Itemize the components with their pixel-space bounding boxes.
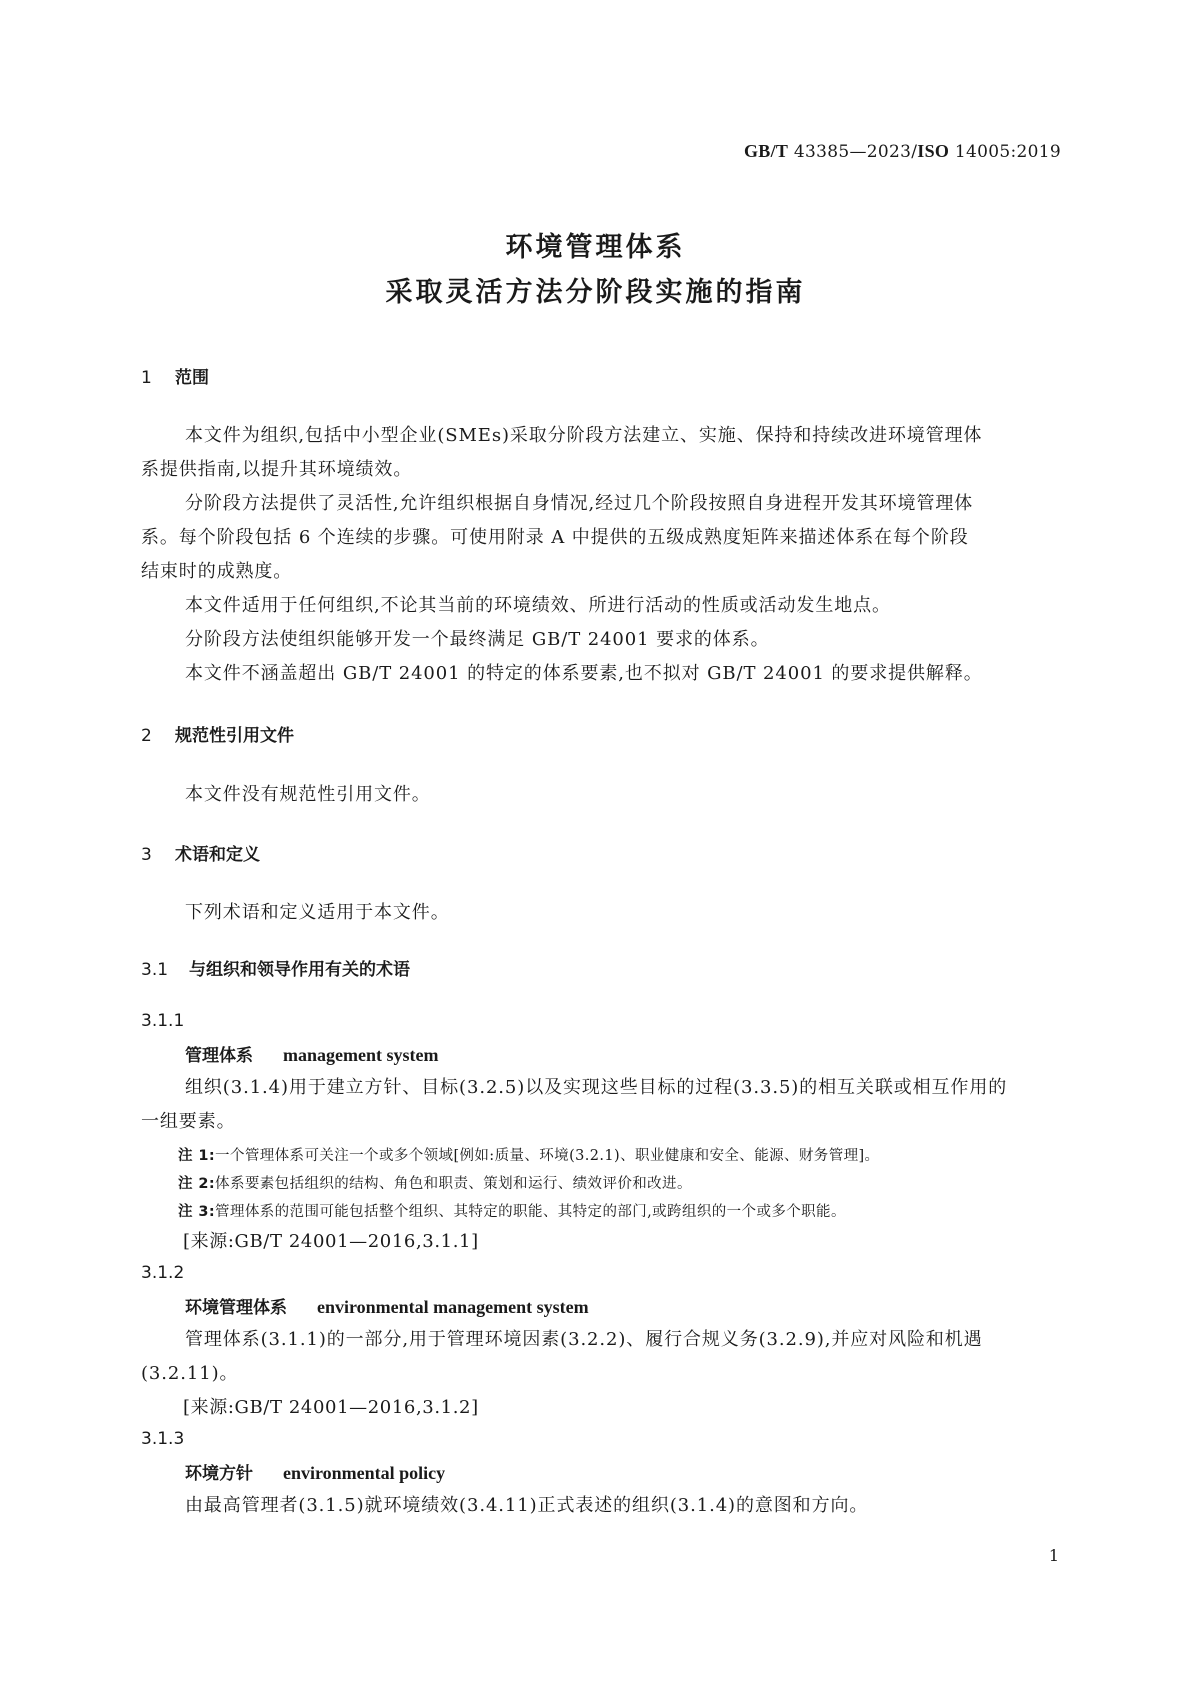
s2-p1: 本文件没有规范性引用文件。 [185,784,431,805]
s1-p3: 本文件适用于任何组织,不论其当前的环境绩效、所进行活动的性质或活动发生地点。 [185,595,891,616]
s1-p2-line2: 系。每个阶段包括 6 个连续的步骤。可使用附录 A 中提供的五级成熟度矩阵来描述体系在每个阶段 [141,527,969,548]
term-3-1-1-note-2 [178,1172,692,1193]
note-1-text: 一个管理体系可关注一个或多个领域[例如:质量、环境(3.2.1)、职业健康和安全、能源、财务管理]。 [215,1148,880,1164]
term-3-1-3-number: 3.1.3 [141,1429,185,1449]
s1-p4: 分阶段方法使组织能够开发一个最终满足 GB/T 24001 要求的体系。 [185,629,770,650]
term-3-1-1-zh: 管理体系 [185,1046,253,1066]
term-3-1-1-number: 3.1.1 [141,1011,185,1031]
term-3-1-1-def-line2: 一组要素。 [141,1111,236,1132]
term-3-1-1 [185,1041,438,1066]
term-3-1-2-number: 3.1.2 [141,1263,185,1283]
header-iso: ISO [917,141,950,161]
s1-p5: 本文件不涵盖超出 GB/T 24001 的特定的体系要素,也不拟对 GB/T 24001 的要求提供解释。 [185,663,983,684]
note-2-label: 注 2: [178,1176,216,1192]
term-3-1-3 [185,1459,445,1484]
term-3-1-2-source: [来源:GB/T 24001—2016,3.1.2] [183,1397,479,1418]
s1-p2-line1: 分阶段方法提供了灵活性,允许组织根据自身情况,经过几个阶段按照自身进程开发其环境管理体 [185,493,974,514]
subsection-3-1-title: 与组织和领导作用有关的术语 [189,960,410,980]
term-3-1-1-note-1 [178,1144,879,1165]
s3-p1: 下列术语和定义适用于本文件。 [185,902,450,923]
term-3-1-1-def-line1: 组织(3.1.4)用于建立方针、目标(3.2.5)以及实现这些目标的过程(3.3.5)的相互关联或相互作用的 [185,1077,1008,1098]
section-1-heading [141,363,209,388]
section-1-number: 1 [141,368,152,388]
page-number: 1 [1048,1546,1059,1565]
note-3-label: 注 3: [178,1204,216,1220]
term-3-1-2-def-line2: (3.2.11)。 [141,1363,239,1384]
term-3-1-3-zh: 环境方针 [185,1464,253,1484]
term-3-1-3-def-line1: 由最高管理者(3.1.5)就环境绩效(3.4.11)正式表述的组织(3.1.4)的意图和方向。 [185,1495,869,1516]
section-3-number: 3 [141,845,152,865]
subsection-3-1-number: 3.1 [141,960,169,980]
term-3-1-1-note-3 [178,1200,846,1221]
section-2-title: 规范性引用文件 [175,726,294,746]
title-line-2: 采取灵活方法分阶段实施的指南 [385,277,806,308]
note-3-text: 管理体系的范围可能包括整个组织、其特定的职能、其特定的部门,或跨组织的一个或多个职能。 [215,1204,846,1220]
section-3-title: 术语和定义 [175,845,260,865]
title-line-1: 环境管理体系 [505,232,686,263]
term-3-1-2 [185,1293,589,1318]
term-3-1-3-en: environmental policy [283,1463,446,1483]
section-1-title: 范围 [175,368,209,388]
header-iso-number: 14005:2019 [954,142,1061,162]
s1-p1-line1: 本文件为组织,包括中小型企业(SMEs)采取分阶段方法建立、实施、保持和持续改进环境管理体 [185,425,983,446]
subsection-3-1-heading [141,955,410,980]
standard-header [744,141,1061,162]
section-2-heading [141,721,294,746]
section-3-heading [141,840,260,865]
term-3-1-2-en: environmental management system [317,1297,589,1317]
s1-p2-line3: 结束时的成熟度。 [141,561,293,582]
s1-p1-line2: 系提供指南,以提升其环境绩效。 [141,459,413,480]
section-2-number: 2 [141,726,152,746]
note-2-text: 体系要素包括组织的结构、角色和职责、策划和运行、绩效评价和改进。 [215,1176,692,1192]
header-number: 43385—2023/ [793,142,918,162]
header-gbt: GB/T [743,141,789,161]
term-3-1-1-source: [来源:GB/T 24001—2016,3.1.1] [183,1231,479,1252]
term-3-1-2-def-line1: 管理体系(3.1.1)的一部分,用于管理环境因素(3.2.2)、履行合规义务(3.2.9),并应对风险和机遇 [185,1329,983,1350]
term-3-1-1-en: management system [283,1045,439,1065]
note-1-label: 注 1: [178,1148,216,1164]
term-3-1-2-zh: 环境管理体系 [185,1298,287,1318]
